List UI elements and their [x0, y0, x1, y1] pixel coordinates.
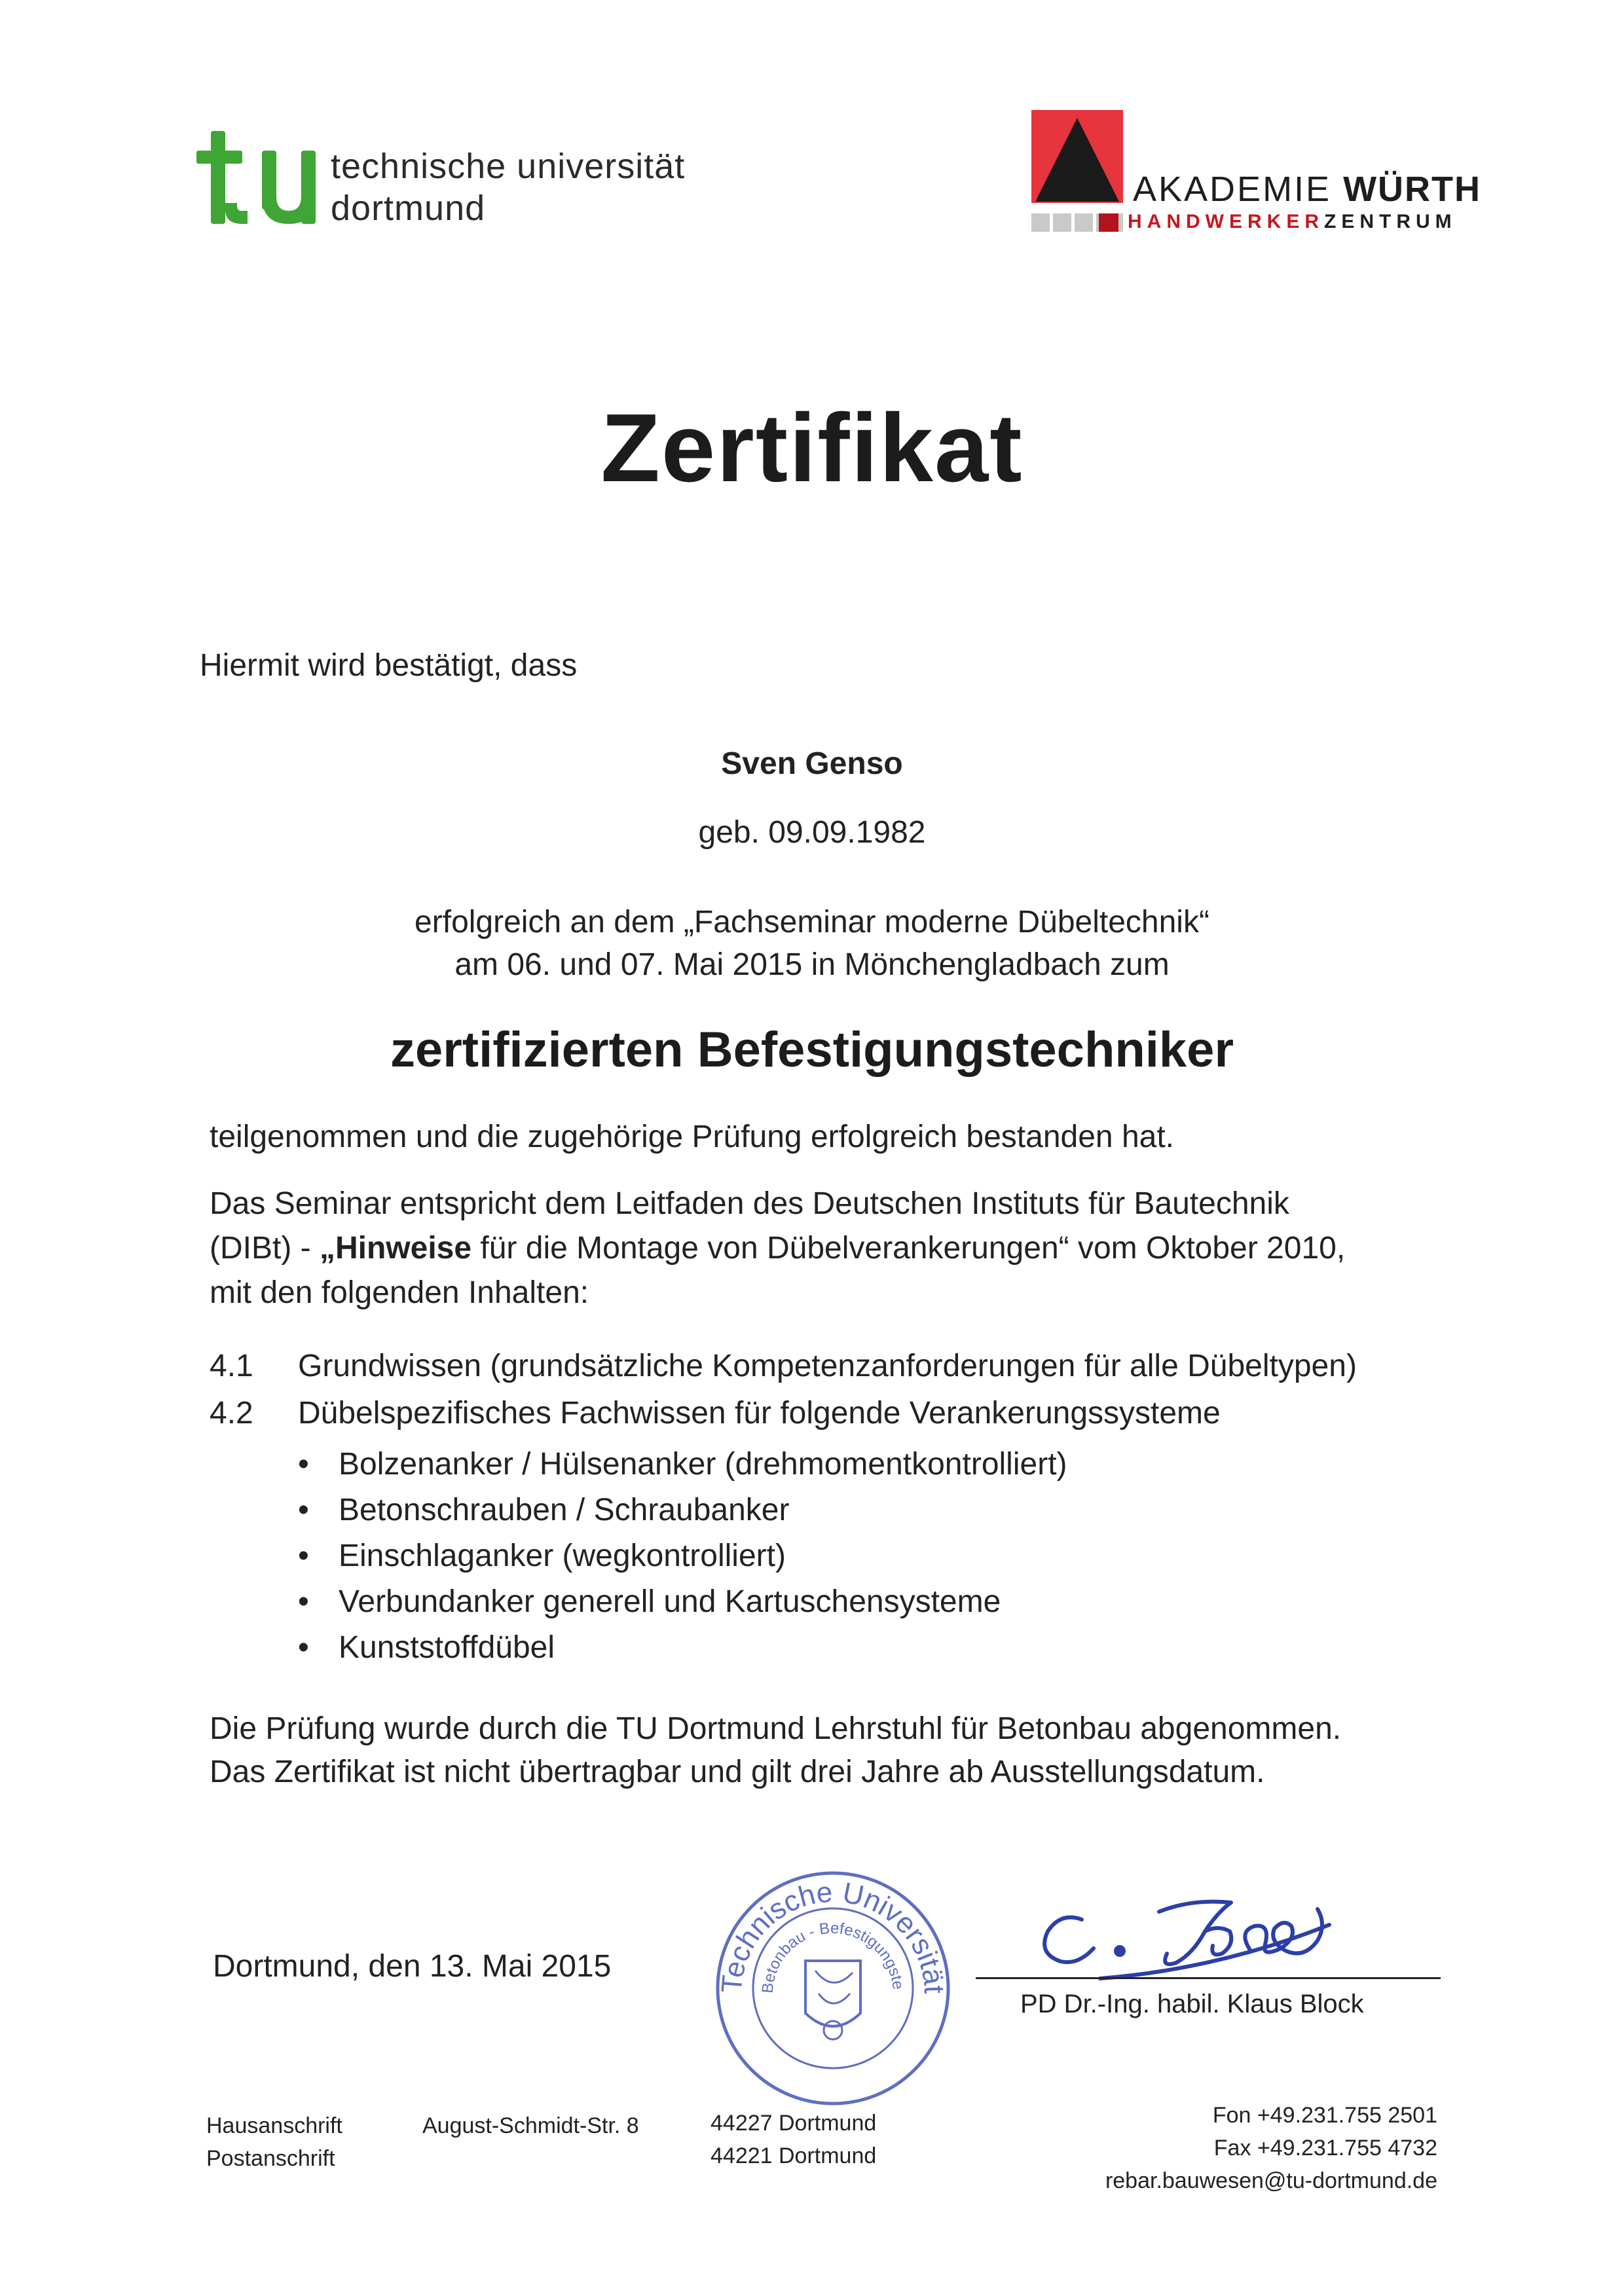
wuerth-logo-line2 — [1128, 211, 1457, 233]
intro-text: Hiermit wird bestätigt, dass — [200, 648, 578, 683]
seminar-line-2: am 06. und 07. Mai 2015 in Mönchengladbach zum — [454, 947, 1170, 982]
footer-cities — [710, 2107, 876, 2172]
list-item: • Einschlaganker (wegkontrolliert) — [298, 1533, 1067, 1579]
birth-date: geb. 09.09.1982 — [698, 815, 926, 850]
content-item-text: Dübelspezifisches Fachwissen für folgende Verankerungssysteme — [298, 1396, 1221, 1430]
closing-line-1: Die Prüfung wurde durch die TU Dortmund Lehrstuhl für Betonbau abgenommen. — [210, 1711, 1342, 1746]
footer-city-post: 44221 Dortmund — [710, 2143, 877, 2168]
wuerth-triangle-icon — [1031, 110, 1123, 203]
footer-phone: Fon +49.231.755 2501 — [1212, 2103, 1437, 2128]
place-and-date: Dortmund, den 13. Mai 2015 — [213, 1949, 612, 1984]
list-item: • Verbundanker generell und Kartuschensysteme — [298, 1579, 1067, 1625]
footer-address-labels — [206, 2109, 342, 2175]
tu-logo-mark — [196, 131, 318, 229]
footer-fax: Fax +49.231.755 4732 — [1213, 2136, 1437, 2160]
footer-street: August-Schmidt-Str. 8 — [422, 2113, 639, 2138]
seminar-line-1: erfolgreich an dem „Fachseminar moderne Dübeltechnik“ — [415, 905, 1209, 939]
anchor-systems-list — [298, 1442, 1067, 1671]
wuerth-akademie: AKADEMIE — [1133, 170, 1332, 209]
list-item: • Kunststoffdübel — [298, 1625, 1067, 1671]
guideline-line-3: mit den folgenden Inhalten: — [210, 1275, 589, 1310]
university-seal — [707, 1863, 959, 2115]
footer-email[interactable]: rebar.bauwesen@tu-dortmund.de — [1105, 2168, 1437, 2193]
signature-icon — [1022, 1886, 1388, 1984]
certificate-title: Zertifikat — [600, 394, 1024, 502]
closing-line-2: Das Zertifikat ist nicht übertragbar und gilt drei Jahre ab Ausstellungsdatum. — [210, 1755, 1265, 1789]
signature-line — [976, 1977, 1441, 1979]
footer-label-home: Hausanschrift — [206, 2113, 342, 2138]
recipient-name: Sven Genso — [721, 746, 903, 781]
seal-stamp-icon — [707, 1863, 959, 2115]
footer-contact — [1105, 2099, 1437, 2197]
wuerth-zentrum: ZENTRUM — [1324, 211, 1457, 232]
content-item-number: 4.2 — [210, 1396, 253, 1430]
seal-inner-text: Betonbau - Befestigungste — [758, 1919, 907, 1994]
list-item: • Betonschrauben / Schraubanker — [298, 1487, 1067, 1533]
passed-text: teilgenommen und die zugehörige Prüfung erfolgreich bestanden hat. — [210, 1120, 1174, 1154]
tu-logo-icon — [196, 131, 318, 229]
content-item — [210, 1347, 1357, 1385]
degree-title: zertifizierten Befestigungstechniker — [390, 1022, 1234, 1078]
guideline-prefix: (DIBt) - — [210, 1231, 320, 1266]
guideline-bold-word: „Hinweise — [319, 1231, 472, 1266]
list-item: • Bolzenanker / Hülsenanker (drehmomentkontrolliert) — [298, 1442, 1067, 1487]
wuerth-logo-mark — [1031, 110, 1123, 203]
tu-logo-text — [331, 145, 685, 229]
footer-label-post: Postanschrift — [206, 2146, 335, 2171]
content-item-number: 4.1 — [210, 1349, 253, 1383]
signer-name: PD Dr.-Ing. habil. Klaus Block — [1020, 1990, 1364, 2018]
footer-city-home: 44227 Dortmund — [710, 2111, 877, 2136]
content-item — [210, 1394, 1221, 1432]
wuerth-logo-line1 — [1133, 169, 1481, 210]
guideline-line-1: Das Seminar entspricht dem Leitfaden des Deutschen Instituts für Bautechnik — [210, 1186, 1289, 1221]
guideline-line-2 — [210, 1230, 1345, 1267]
tu-logo-line2: dortmund — [331, 189, 486, 228]
content-item-text: Grundwissen (grundsätzliche Kompetenzanforderungen für alle Dübeltypen) — [298, 1349, 1357, 1383]
guideline-suffix: für die Montage von Dübelverankerungen“ vom Oktober 2010, — [471, 1231, 1346, 1266]
handwritten-signature — [1022, 1886, 1388, 1984]
seal-outer-text: Technische Universität — [715, 1876, 951, 1995]
wuerth-handwerker: HANDWERKER — [1128, 211, 1324, 232]
wuerth-name: WÜRTH — [1343, 170, 1482, 209]
tu-logo-line1: technische universität — [331, 147, 686, 186]
wuerth-red-slash — [1099, 213, 1118, 232]
